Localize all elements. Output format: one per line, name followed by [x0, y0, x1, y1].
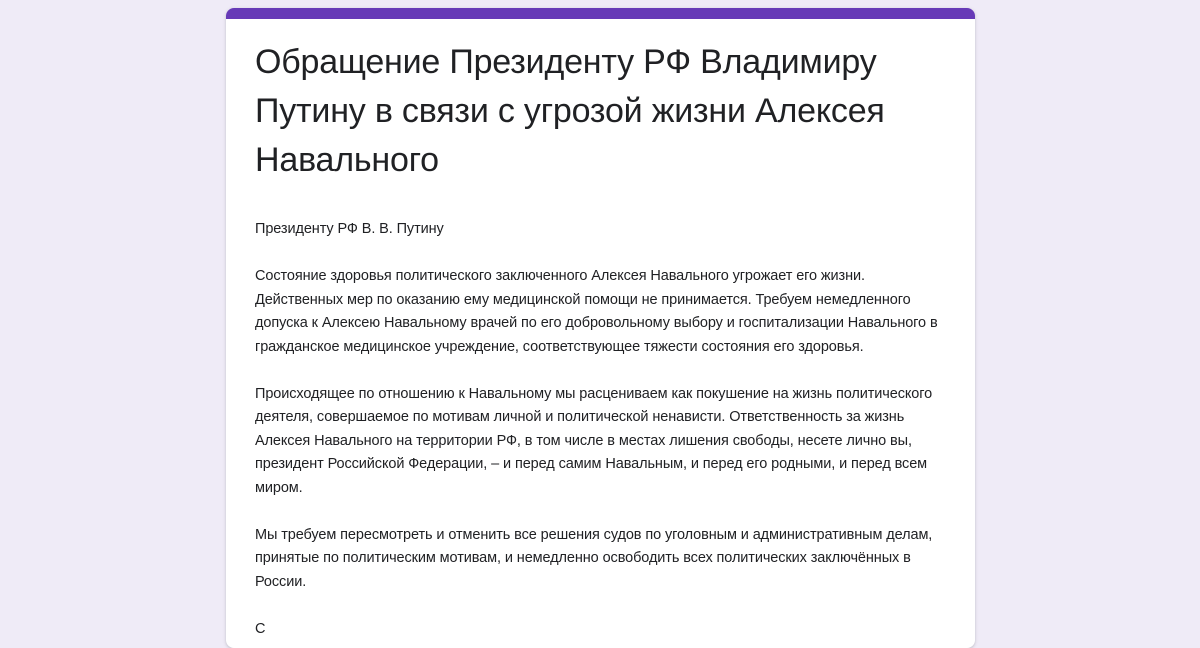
- form-description-paragraph: С: [255, 620, 266, 637]
- form-title: Обращение Президенту РФ Владимиру Путину в связи с угрозой жизни Алексея Навального: [255, 43, 885, 179]
- form-description-addressee: Президенту РФ В. В. Путину: [255, 221, 444, 237]
- form-header-card: [226, 8, 975, 648]
- form-description: [255, 218, 946, 641]
- form-body: [226, 19, 975, 641]
- form-accent-bar: [226, 8, 975, 19]
- form-description-paragraph: Состояние здоровья политического заключенного Алексея Навального угрожает его жизни. Действенных мер по оказанию ему медицинской помощи не принимается. Требуем немедленного допуска к Алексею Навальному врачей по его добровольному выбору и госпитализации Навального в гражданское медицинское учреждение, соответствующее тяжести состояния его здоровья.: [255, 268, 938, 355]
- form-description-paragraph: Мы требуем пересмотреть и отменить все решения судов по уголовным и административным делам, принятые по политическим мотивам, и немедленно освободить всех политических заключённых в России.: [255, 526, 933, 590]
- form-description-paragraph: Происходящее по отношению к Навальному мы расцениваем как покушение на жизнь политического деятеля, совершаемое по мотивам личной и политической ненависти. Ответственность за жизнь Алексея Навального на территории РФ, в том числе в местах лишения свободы, несете лично вы, президент Российской Федерации, – и перед самим Навальным, и перед его родными, и перед всем миром.: [255, 385, 933, 496]
